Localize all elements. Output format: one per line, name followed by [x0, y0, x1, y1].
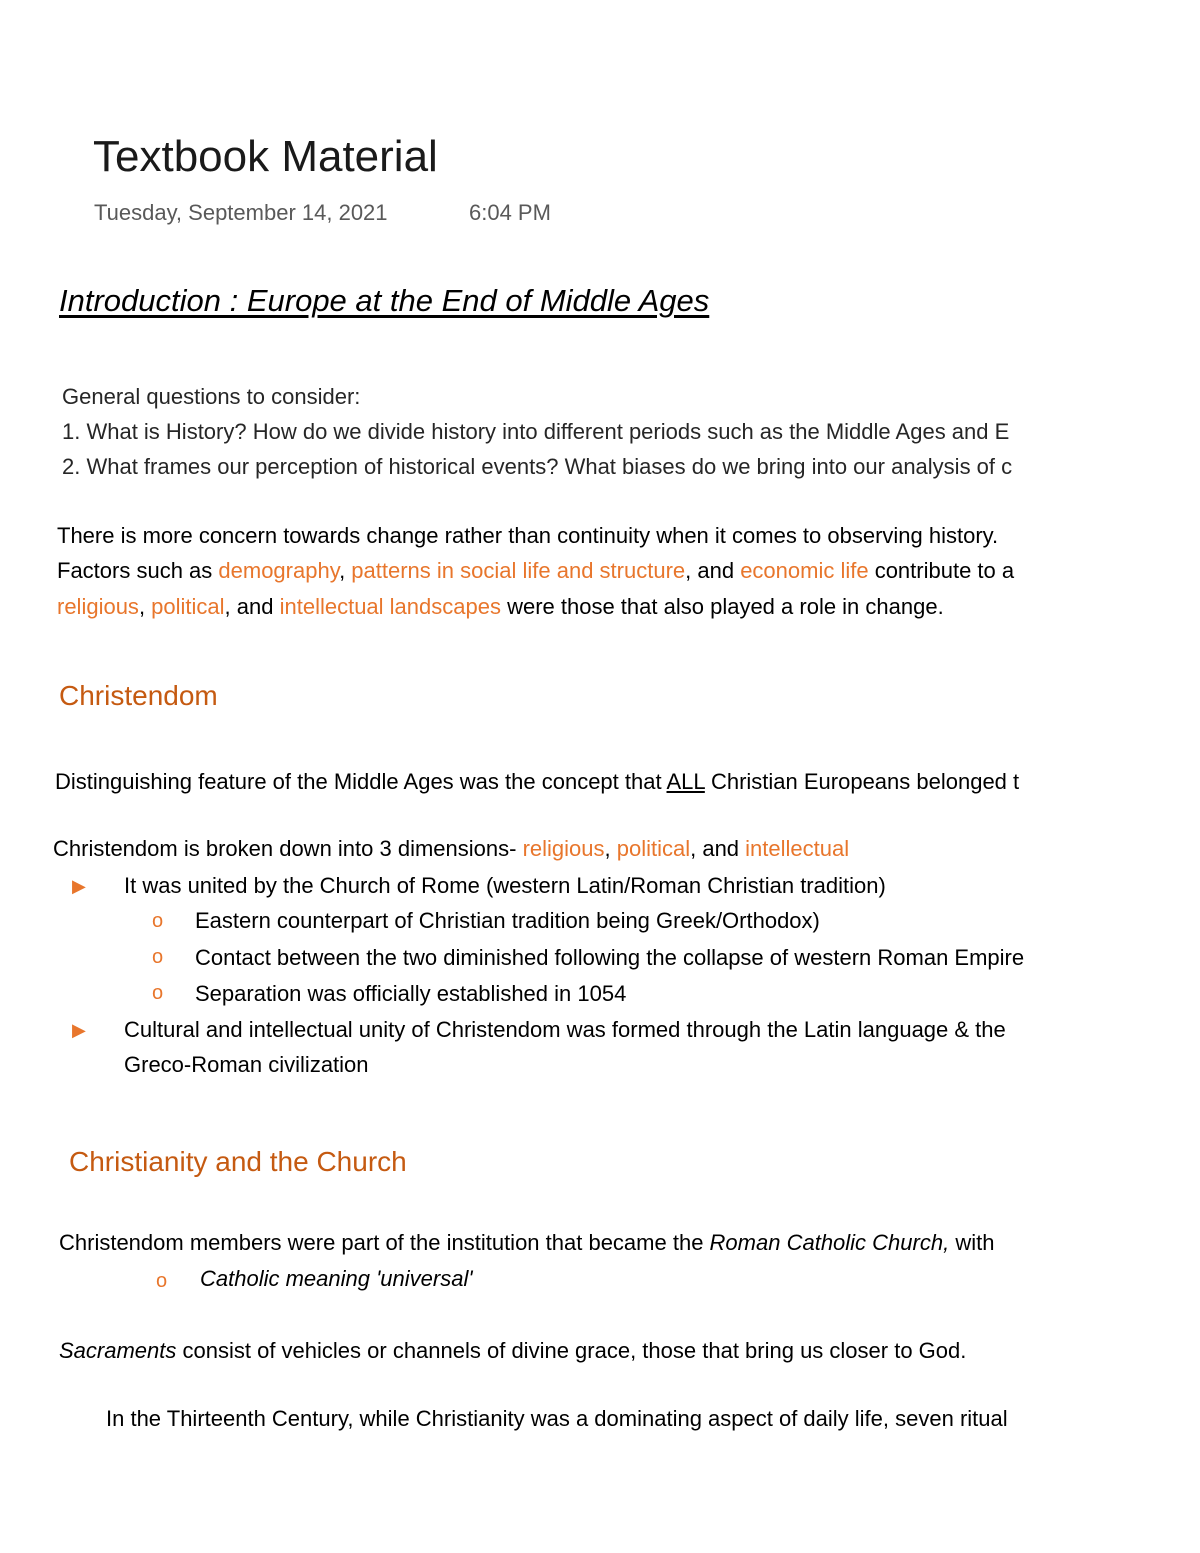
circle-bullet-icon: o [152, 910, 164, 932]
text-span: contribute to a [868, 558, 1015, 583]
text-span: , [138, 594, 152, 619]
highlight-intellectual-landscapes: intellectual landscapes [279, 594, 501, 619]
church-sub-1: Catholic meaning 'universal' [200, 1266, 473, 1291]
bullet-1b: Contact between the two diminished following the collapse of western Roman Empire [195, 945, 1025, 970]
bullet-2-line-2: Greco-Roman civilization [124, 1052, 369, 1077]
bullet-1a: Eastern counterpart of Christian tradition being Greek/Orthodox) [195, 908, 820, 933]
christendom-line-1 [55, 769, 1019, 795]
text-span: Distinguishing feature of the Middle Ages was the concept that [55, 769, 667, 794]
highlight-social-patterns: patterns in social life and structure [351, 558, 686, 583]
page-date: Tuesday, September 14, 2021 [94, 200, 388, 225]
intro-paragraph-line-3 [57, 594, 944, 620]
church-line-3: In the Thirteenth Century, while Christianity was a dominating aspect of daily life, seven ritual [106, 1406, 1008, 1431]
text-span: , and [690, 836, 746, 861]
highlight-demography: demography [218, 558, 340, 583]
highlight-economic-life: economic life [740, 558, 869, 583]
arrow-bullet-icon: ▶ [72, 876, 86, 896]
intro-paragraph-line-1: There is more concern towards change rather than continuity when it comes to observing history. [57, 523, 999, 548]
text-span: Christendom is broken down into 3 dimensions- [53, 836, 523, 861]
questions-label: General questions to consider: [62, 384, 361, 409]
text-span: Christendom members were part of the institution that became the [59, 1230, 710, 1255]
text-span: consist of vehicles or channels of divine grace, those that bring us closer to God. [176, 1338, 967, 1363]
highlight-religious: religious [57, 594, 139, 619]
church-heading: Christianity and the Church [69, 1146, 407, 1177]
highlight-intellectual: intellectual [745, 836, 850, 861]
intro-heading: Introduction : Europe at the End of Middle Ages [59, 283, 710, 318]
text-span: were those that also played a role in change. [500, 594, 944, 619]
highlight-religious: religious [522, 836, 605, 861]
circle-bullet-icon: o [152, 982, 164, 1004]
text-span: , and [224, 594, 280, 619]
question-1: 1. What is History? How do we divide history into different periods such as the Middle Ages and E [62, 419, 1010, 444]
underlined-all: ALL [666, 769, 705, 794]
church-line-2 [59, 1338, 966, 1364]
highlight-political: political [151, 594, 225, 619]
christendom-heading: Christendom [59, 680, 218, 711]
church-line-1 [59, 1230, 994, 1256]
christendom-line-2 [53, 836, 849, 862]
circle-bullet-icon: o [152, 946, 164, 968]
intro-paragraph-line-2 [57, 558, 1014, 584]
bullet-1c: Separation was officially established in 1054 [195, 981, 627, 1006]
italic-sacraments: Sacraments [59, 1338, 177, 1363]
page-time: 6:04 PM [469, 200, 551, 225]
highlight-political: political [616, 836, 691, 861]
question-2: 2. What frames our perception of historical events? What biases do we bring into our analysis of c [62, 454, 1013, 479]
text-span: with [949, 1230, 995, 1255]
text-span: , [604, 836, 617, 861]
bullet-1: It was united by the Church of Rome (western Latin/Roman Christian tradition) [124, 873, 886, 898]
text-span: Factors such as [57, 558, 219, 583]
text-span: , and [685, 558, 741, 583]
arrow-bullet-icon: ▶ [72, 1020, 86, 1040]
page-title: Textbook Material [93, 132, 438, 181]
bullet-2-line-1: Cultural and intellectual unity of Christendom was formed through the Latin language & the [124, 1017, 1006, 1042]
italic-roman-catholic-church: Roman Catholic Church, [709, 1230, 950, 1255]
text-span: , [339, 558, 352, 583]
text-span: Christian Europeans belonged t [704, 769, 1020, 794]
circle-bullet-icon: o [156, 1270, 168, 1292]
